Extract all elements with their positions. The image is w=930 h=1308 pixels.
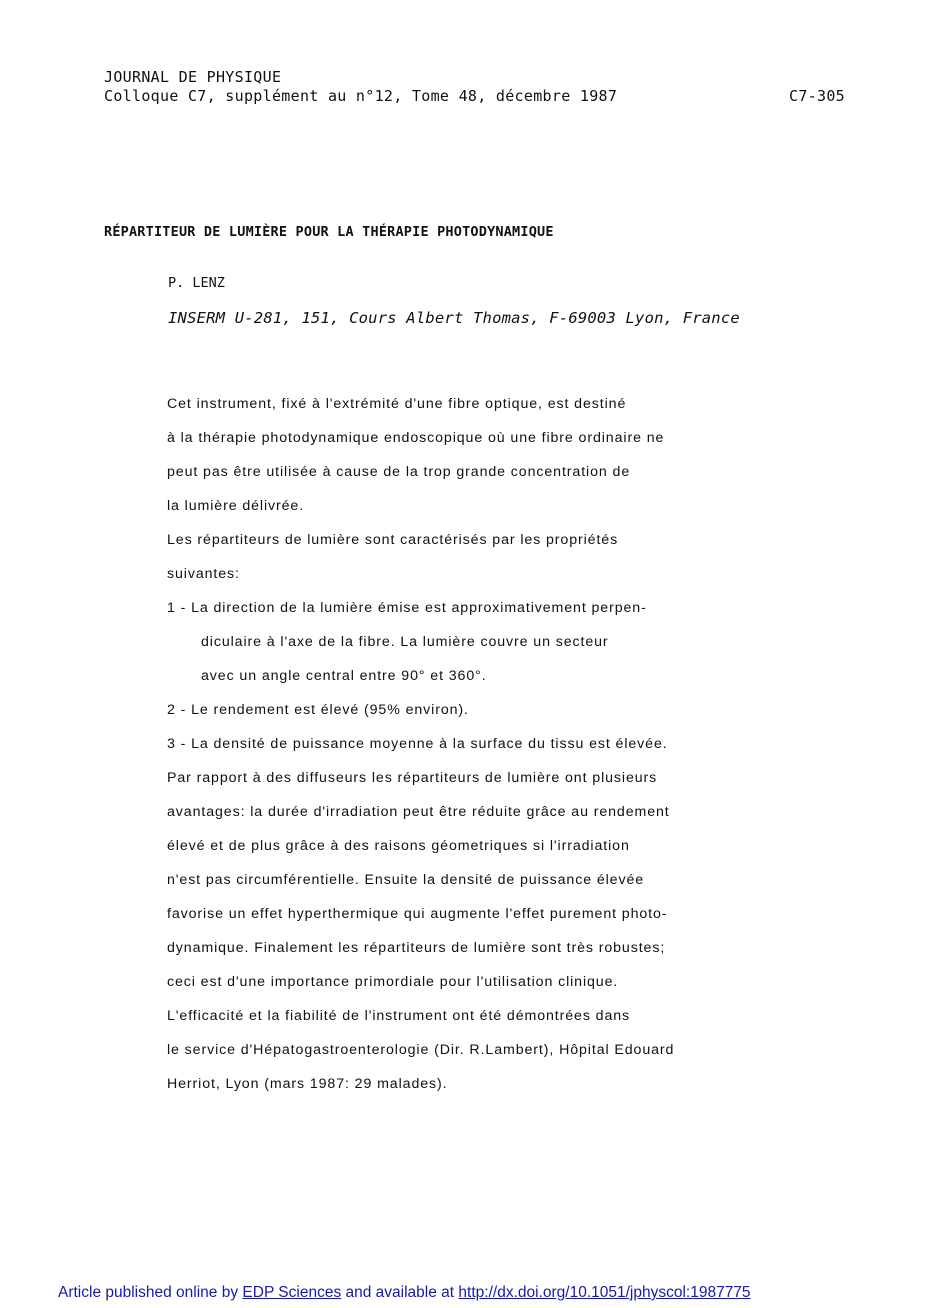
journal-name: JOURNAL DE PHYSIQUE (104, 68, 282, 86)
body-line: la lumière délivrée. (167, 498, 305, 514)
body-line: Cet instrument, fixé à l'extrémité d'une fibre optique, est destiné (167, 396, 627, 412)
body-line: élevé et de plus grâce à des raisons géometriques si l'irradiation (167, 838, 630, 854)
publication-footer (58, 1284, 751, 1302)
body-line: peut pas être utilisée à cause de la trop grande concentration de (167, 464, 631, 480)
body-line: ceci est d'une importance primordiale pour l'utilisation clinique. (167, 974, 619, 990)
footer-prefix: Article published online by (58, 1284, 239, 1301)
footer-middle: and available at (345, 1284, 455, 1301)
body-line: favorise un effet hyperthermique qui augmente l'effet purement photo- (167, 906, 668, 922)
author-name: P. LENZ (168, 275, 225, 291)
body-line: avec un angle central entre 90° et 360°. (201, 668, 487, 684)
page-reference: C7-305 (789, 87, 845, 105)
body-line: L'efficacité et la fiabilité de l'instrument ont été démontrées dans (167, 1008, 631, 1024)
list-item-2: 2 - Le rendement est élevé (95% environ). (167, 702, 469, 718)
body-line: Par rapport à des diffuseurs les répartiteurs de lumière ont plusieurs (167, 770, 658, 786)
list-item-1: 1 - La direction de la lumière émise est approximativement perpen- (167, 600, 647, 616)
article-title: RÉPARTITEUR DE LUMIÈRE POUR LA THÉRAPIE PHOTODYNAMIQUE (104, 224, 554, 240)
body-line: Les répartiteurs de lumière sont caractérisés par les propriétés (167, 532, 619, 548)
body-line: suivantes: (167, 566, 240, 582)
author-affiliation: INSERM U-281, 151, Cours Albert Thomas, F-69003 Lyon, France (168, 309, 740, 327)
body-line: diculaire à l'axe de la fibre. La lumière couvre un secteur (201, 634, 609, 650)
body-line: avantages: la durée d'irradiation peut être réduite grâce au rendement (167, 804, 670, 820)
edp-sciences-link[interactable]: EDP Sciences (242, 1284, 342, 1301)
colloque-info: Colloque C7, supplément au n°12, Tome 48, décembre 1987 (104, 87, 618, 105)
body-line: Herriot, Lyon (mars 1987: 29 malades). (167, 1076, 448, 1092)
body-line: le service d'Hépatogastroenterologie (Dir. R.Lambert), Hôpital Edouard (167, 1042, 675, 1058)
doi-link[interactable]: http://dx.doi.org/10.1051/jphyscol:1987775 (458, 1284, 751, 1301)
body-line: dynamique. Finalement les répartiteurs de lumière sont très robustes; (167, 940, 666, 956)
list-item-3: 3 - La densité de puissance moyenne à la surface du tissu est élevée. (167, 736, 668, 752)
body-line: à la thérapie photodynamique endoscopique où une fibre ordinaire ne (167, 430, 665, 446)
body-line: n'est pas circumférentielle. Ensuite la densité de puissance élevée (167, 872, 645, 888)
